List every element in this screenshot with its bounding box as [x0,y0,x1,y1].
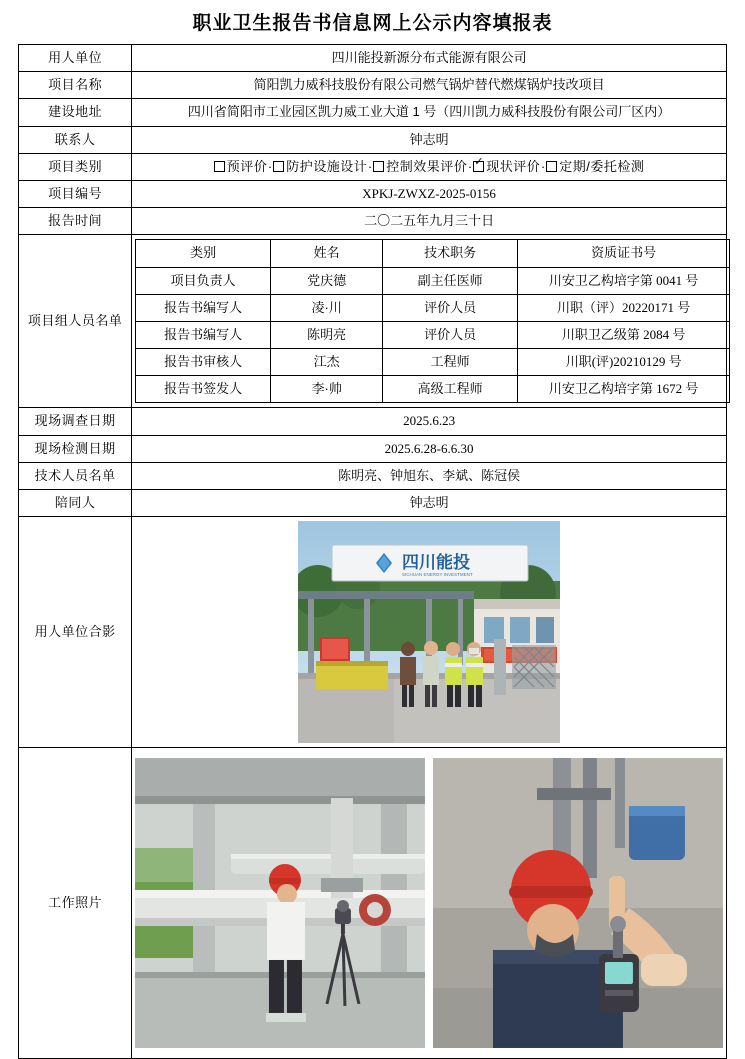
project-no-label: 项目编号 [19,180,132,207]
team-table-row [136,294,730,321]
contact-label: 联系人 [19,126,132,153]
work-photo-cell [132,748,727,1059]
team-table [135,239,730,403]
team-table-row [136,376,730,403]
table-row [19,72,727,99]
table-row [19,180,727,207]
accompany-label: 陪同人 [19,490,132,517]
team-table-cell: 报告书审核人 [136,349,271,376]
team-table-cell: 报告书编写人 [136,294,271,321]
test-date-value: 2025.6.28-6.6.30 [132,435,727,462]
report-time-label: 报告时间 [19,208,132,235]
table-row [19,45,727,72]
table-row-work-photo [19,748,727,1059]
contact-value: 钟志明 [132,126,727,153]
team-table-cell: 川职(评)20210129 号 [518,349,730,376]
work-photo-label: 工作照片 [19,748,132,1059]
survey-date-label: 现场调查日期 [19,408,132,435]
table-row [19,99,727,126]
team-table-header-cell: 资质证书号 [518,240,730,267]
team-table-header-cell: 姓名 [271,240,383,267]
checkbox-icon[interactable] [373,161,384,172]
team-table-row [136,349,730,376]
table-row [19,153,727,180]
category-option-0[interactable] [214,159,268,174]
team-table-cell: 工程师 [383,349,518,376]
report-table [18,44,727,1059]
test-date-label: 现场检测日期 [19,435,132,462]
team-table-cell: 评价人员 [383,294,518,321]
work-photo-list [135,752,723,1054]
employer-label: 用人单位 [19,45,132,72]
table-row [19,126,727,153]
category-options [132,153,727,180]
team-table-cell: 评价人员 [383,321,518,348]
team-table-cell: 李·帅 [271,376,383,403]
table-row [19,208,727,235]
category-label: 项目类别 [19,153,132,180]
group-photo-label: 用人单位合影 [19,517,132,748]
checkbox-icon[interactable] [546,161,557,172]
category-option-label: 控制效果评价 [386,158,468,174]
team-table-cell: 江杰 [271,349,383,376]
team-table-header-cell: 类别 [136,240,271,267]
checkbox-icon[interactable] [273,161,284,172]
technician-label: 技术人员名单 [19,462,132,489]
category-option-label: 定期/委托检测 [559,158,645,174]
svg-text:SICHUAN ENERGY INVESTMENT: SICHUAN ENERGY INVESTMENT [402,572,473,578]
team-table-cell: 川安卫乙构培字第 0041 号 [518,267,730,294]
employer-value: 四川能投新源分布式能源有限公司 [132,45,727,72]
option-separator: · [367,158,373,174]
team-table-header-cell: 技术职务 [383,240,518,267]
category-option-label: 预评价 [226,158,268,174]
project-name-value: 简阳凯力威科技股份有限公司燃气锅炉替代燃煤锅炉技改项目 [132,72,727,99]
team-table-cell: 副主任医师 [383,267,518,294]
team-table-cell: 项目负责人 [136,267,271,294]
option-separator: · [540,158,546,174]
table-row [19,408,727,435]
group-photo-image [298,521,560,743]
team-table-header-row [136,240,730,267]
accompany-value: 钟志明 [132,490,727,517]
category-option-2[interactable] [373,159,467,174]
work-photo-2 [433,758,723,1048]
technician-value: 陈明亮、钟旭东、李斌、陈冠侯 [132,462,727,489]
project-name-label: 项目名称 [19,72,132,99]
option-separator: · [267,158,273,174]
team-table-row [136,267,730,294]
category-option-1[interactable] [273,159,367,174]
team-table-cell [132,235,727,408]
address-label: 建设地址 [19,99,132,126]
table-row [19,490,727,517]
table-row-team [19,235,727,408]
project-no-value: XPKJ-ZWXZ-2025-0156 [132,180,727,207]
category-option-label: 现状评价 [486,158,541,174]
team-table-cell: 党庆德 [271,267,383,294]
option-separator: · [467,158,473,174]
survey-date-value: 2025.6.23 [132,408,727,435]
team-table-cell: 川职（评）20220171 号 [518,294,730,321]
checkbox-icon[interactable] [214,161,225,172]
page-title: 职业卫生报告书信息网上公示内容填报表 [192,13,553,34]
team-table-cell: 报告书签发人 [136,376,271,403]
group-photo-cell [132,517,727,748]
team-label: 项目组人员名单 [19,235,132,408]
team-table-row [136,321,730,348]
category-option-label: 防护设施设计 [286,158,368,174]
table-row [19,435,727,462]
report-time-value: 二〇二五年九月三十日 [132,208,727,235]
svg-text:四川能投: 四川能投 [402,553,471,573]
table-row [19,462,727,489]
table-row-group-photo [19,517,727,748]
team-table-cell: 陈明亮 [271,321,383,348]
checkbox-checked-icon[interactable] [473,161,484,172]
work-photo-1 [135,758,425,1048]
address-value: 四川省简阳市工业园区凯力威工业大道 1 号（四川凯力威科技股份有限公司厂区内） [132,99,727,126]
category-option-3[interactable] [473,159,540,174]
team-table-cell: 高级工程师 [383,376,518,403]
team-table-cell: 川职卫乙级第 2084 号 [518,321,730,348]
team-table-cell: 凌·川 [271,294,383,321]
category-option-4[interactable] [546,159,644,174]
team-table-cell: 川安卫乙构培字第 1672 号 [518,376,730,403]
team-table-cell: 报告书编写人 [136,321,271,348]
